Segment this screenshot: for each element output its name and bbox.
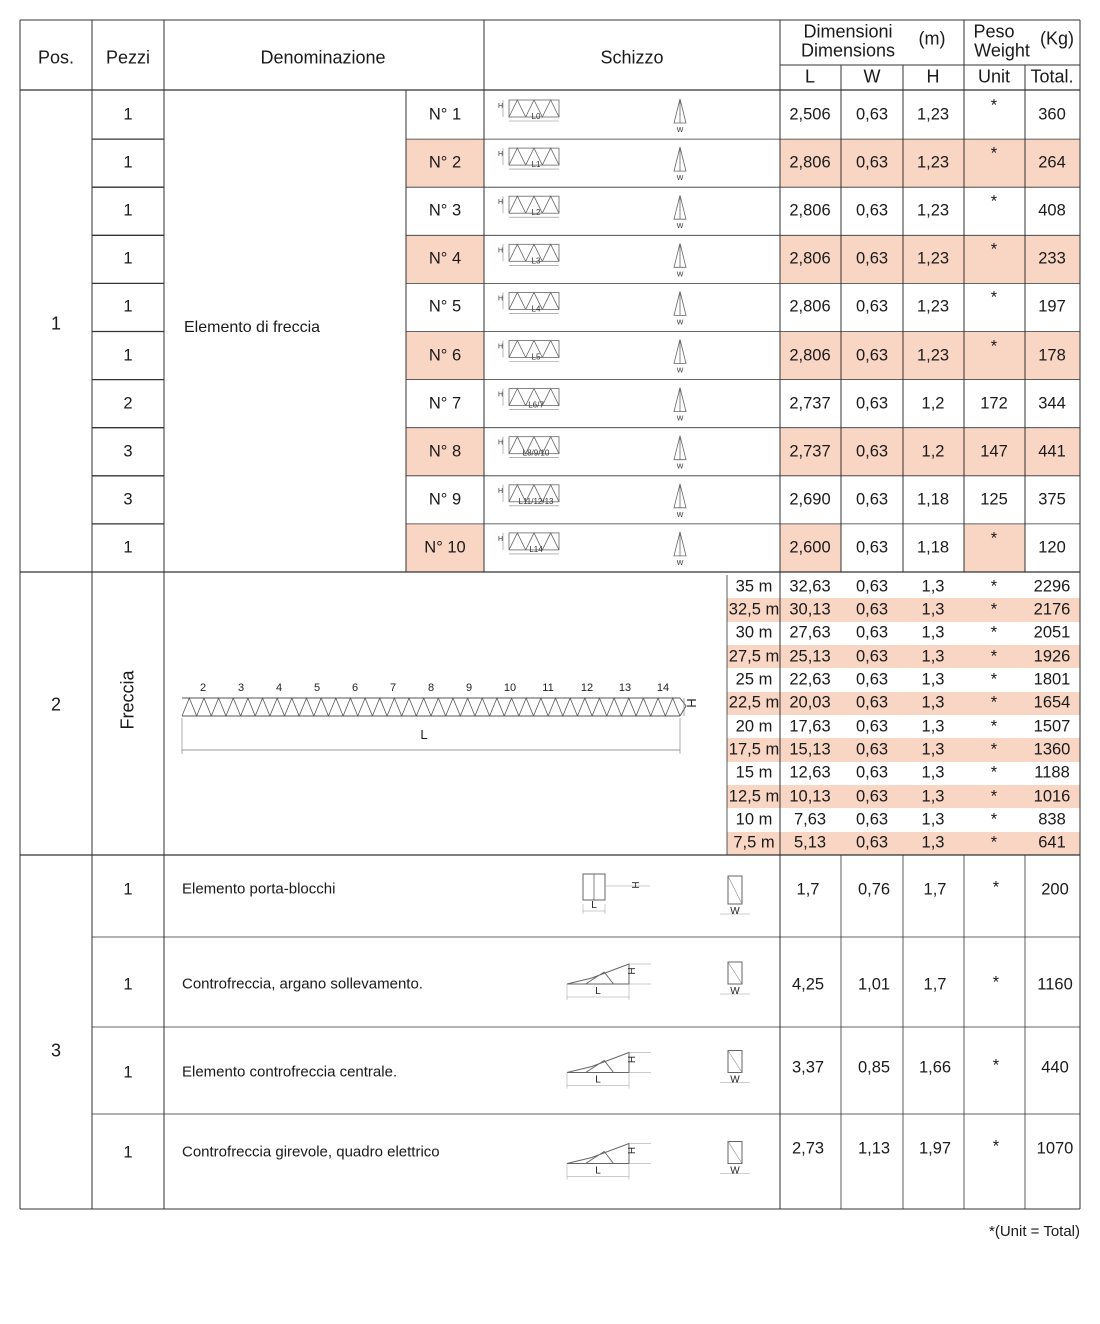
cell-total: 120 (1038, 538, 1066, 557)
cell-w: 1,13 (857, 1139, 891, 1158)
sketch-length-label: L11/12/13 (518, 496, 554, 506)
cell-unit: * (990, 144, 998, 163)
cell-unit: * (990, 787, 998, 806)
truss-element-sketch (498, 484, 686, 519)
cell-l: 20,03 (789, 693, 831, 712)
cell-total: 1360 (1033, 740, 1071, 759)
row-pezzi: 1 (123, 880, 133, 899)
boom-section-number: 3 (237, 682, 245, 694)
cell-l: 4,25 (791, 975, 825, 994)
cell-unit: * (992, 973, 1000, 992)
row-pezzi: 3 (123, 442, 133, 461)
cell-h: 1,2 (921, 394, 945, 413)
section2-name: Freccia (117, 670, 138, 730)
section3-pos: 3 (50, 1040, 62, 1061)
cell-total: 441 (1038, 442, 1066, 461)
cell-w: 0,63 (855, 442, 889, 461)
cell-unit: * (990, 670, 998, 689)
cell-total: 1801 (1033, 670, 1071, 689)
element-number: N° 8 (428, 442, 462, 461)
boom-length: 32,5 m (728, 600, 780, 619)
sketch-width-label: W (676, 511, 684, 519)
header-peso-unit: (Kg) (1039, 28, 1075, 49)
cell-total: 1654 (1033, 693, 1071, 712)
sketch-height-label: H (498, 487, 504, 495)
cell-l: 2,806 (789, 153, 831, 172)
sketch-length-label: L (591, 900, 597, 911)
cell-h: 1,3 (921, 787, 945, 806)
cell-h: 1,3 (921, 717, 945, 736)
cell-l: 12,63 (789, 763, 831, 782)
cell-h: 1,3 (921, 670, 945, 689)
cell-l: 2,690 (789, 490, 831, 509)
cell-w: 0,76 (857, 880, 891, 899)
sketch-height-label: H (498, 103, 504, 110)
sketch-stroke (567, 1144, 629, 1164)
boom-length-label: L (420, 727, 428, 742)
cell-l: 15,13 (789, 740, 831, 759)
boom-section-number: 10 (503, 682, 517, 694)
sketch-height-label: H (498, 343, 504, 351)
boom-length: 7,5 m (733, 833, 775, 852)
sketch-stroke (674, 532, 686, 556)
row-pezzi: 1 (123, 201, 133, 220)
cell-total: 264 (1038, 153, 1066, 172)
cell-unit: * (990, 647, 998, 666)
cell-unit: * (990, 600, 998, 619)
cell-w: 0,63 (855, 538, 889, 557)
truss-element-sketch (498, 388, 686, 423)
sketch-height-label: H (498, 391, 504, 399)
cell-w: 0,63 (855, 740, 889, 759)
cell-h: 1,66 (918, 1058, 952, 1077)
sketch-length-label: L4 (531, 304, 541, 314)
sketch-length-label: L1 (531, 160, 541, 170)
cell-h: 1,23 (916, 346, 950, 365)
cell-unit: 147 (980, 442, 1008, 461)
cell-unit: * (990, 693, 998, 712)
boom-length: 12,5 m (728, 787, 780, 806)
cell-h: 1,3 (921, 693, 945, 712)
cell-unit: * (990, 833, 998, 852)
cell-h: 1,18 (916, 490, 950, 509)
row-pezzi: 3 (123, 490, 133, 509)
sketch-stroke (182, 698, 680, 716)
cell-h: 1,2 (921, 442, 945, 461)
header-pezzi: Pezzi (105, 47, 151, 68)
truss-element-sketch (498, 243, 686, 278)
header-col-h: H (926, 66, 940, 87)
boom-length: 35 m (735, 577, 773, 596)
cell-w: 0,63 (855, 763, 889, 782)
cell-unit: * (990, 717, 998, 736)
sketch-width-label: W (676, 463, 684, 471)
element-number: N° 2 (428, 153, 462, 172)
boom-sketch (182, 682, 699, 754)
boom-section-number: 5 (313, 682, 321, 694)
cell-total: 440 (1041, 1058, 1069, 1077)
sketch-width-label: W (676, 559, 684, 567)
sketch-stroke (728, 876, 742, 904)
row-pezzi: 1 (123, 105, 133, 124)
sketch-stroke (728, 1142, 742, 1164)
cell-unit: * (990, 763, 998, 782)
cell-unit: * (990, 740, 998, 759)
cell-unit: * (990, 577, 998, 596)
cell-unit: 172 (980, 394, 1008, 413)
section1-name: Elemento di freccia (184, 319, 321, 336)
component-sketch (567, 1051, 750, 1089)
cell-unit: * (992, 878, 1000, 897)
sketch-stroke (567, 1053, 629, 1073)
truss-element-sketch (498, 195, 686, 230)
row-pezzi: 1 (123, 1143, 133, 1162)
cell-total: 178 (1038, 346, 1066, 365)
cell-w: 0,63 (855, 249, 889, 268)
cell-l: 32,63 (789, 577, 831, 596)
cell-w: 0,63 (855, 297, 889, 316)
cell-l: 30,13 (789, 600, 831, 619)
cell-h: 1,3 (921, 810, 945, 829)
cell-l: 17,63 (789, 717, 831, 736)
cell-w: 0,63 (855, 693, 889, 712)
cell-w: 0,63 (855, 787, 889, 806)
cell-w: 0,63 (855, 670, 889, 689)
sketch-length-label: L6/7 (528, 400, 544, 410)
cell-l: 10,13 (789, 787, 831, 806)
sketch-length-label: L3 (531, 256, 541, 266)
sketch-length-label: L0 (531, 112, 541, 121)
sketch-stroke (567, 964, 629, 984)
sketch-stroke (674, 291, 686, 315)
sketch-width-label: W (676, 415, 684, 423)
boom-length: 20 m (735, 717, 773, 736)
truss-element-sketch (498, 291, 686, 326)
row-pezzi: 1 (123, 249, 133, 268)
sketch-width-label: W (676, 175, 684, 183)
cell-unit: * (990, 192, 998, 211)
sketch-length-label: L8/9/10 (522, 448, 550, 458)
cell-unit: * (992, 1137, 1000, 1156)
cell-l: 25,13 (789, 647, 831, 666)
sketch-stroke (674, 195, 686, 219)
sketch-width-label: W (676, 223, 684, 231)
row-pezzi: 1 (123, 297, 133, 316)
cell-w: 0,63 (855, 647, 889, 666)
boom-length: 25 m (735, 670, 773, 689)
cell-l: 3,37 (791, 1058, 825, 1077)
cell-total: 1070 (1036, 1139, 1074, 1158)
cell-total: 2296 (1033, 577, 1071, 596)
cell-w: 0,63 (855, 577, 889, 596)
sketch-length-label: L (595, 1165, 601, 1177)
cell-h: 1,97 (918, 1139, 952, 1158)
cell-total: 1160 (1037, 975, 1073, 994)
cell-h: 1,23 (916, 105, 950, 124)
component-sketch (567, 1142, 750, 1180)
cell-unit: * (990, 810, 998, 829)
cell-total: 641 (1038, 833, 1066, 852)
cell-l: 2,737 (789, 394, 831, 413)
cell-total: 2176 (1033, 600, 1071, 619)
sketch-stroke (674, 436, 686, 460)
element-number: N° 7 (428, 394, 462, 413)
header-col-w: W (863, 66, 881, 87)
section1-pos: 1 (50, 313, 62, 334)
cell-w: 0,63 (855, 346, 889, 365)
cell-h: 1,23 (916, 249, 950, 268)
component-sketch (583, 874, 750, 917)
header-col-unit: Unit (977, 66, 1011, 87)
cell-w: 0,63 (855, 153, 889, 172)
cell-h: 1,23 (916, 297, 950, 316)
header-denominazione: Denominazione (260, 47, 386, 68)
sketch-height-label: H (631, 881, 642, 889)
header-dimensioni: Dimensioni (803, 21, 893, 42)
cell-l: 2,506 (789, 105, 831, 124)
cell-w: 0,63 (855, 105, 889, 124)
cell-total: 408 (1038, 201, 1066, 220)
boom-section-number: 14 (656, 682, 670, 694)
sketch-height-label: H (627, 1146, 638, 1155)
cell-h: 1,3 (921, 623, 945, 642)
cell-h: 1,23 (916, 201, 950, 220)
cell-unit: * (990, 529, 998, 548)
boom-length: 30 m (735, 623, 773, 642)
cell-w: 0,63 (855, 717, 889, 736)
sketch-width-label: W (730, 1165, 740, 1177)
header-dimensions: Dimensions (800, 40, 896, 61)
cell-h: 1,7 (923, 880, 947, 899)
cell-w: 1,01 (857, 975, 891, 994)
cell-h: 1,3 (921, 740, 945, 759)
sketch-height-label: H (498, 535, 504, 543)
cell-total: 838 (1038, 810, 1066, 829)
sketch-height-label: H (498, 151, 504, 159)
sketch-width-label: W (676, 127, 684, 134)
sketch-height-label: H (498, 295, 504, 303)
boom-section-number: 13 (618, 682, 632, 694)
cell-unit: * (992, 1056, 1000, 1075)
row-pezzi: 1 (123, 975, 133, 994)
element-number: N° 9 (428, 490, 462, 509)
cell-h: 1,3 (921, 763, 945, 782)
cell-unit: * (990, 337, 998, 356)
cell-w: 0,63 (855, 490, 889, 509)
cell-w: 0,63 (855, 833, 889, 852)
boom-section-number: 11 (542, 682, 554, 694)
cell-total: 200 (1041, 880, 1069, 899)
boom-section-number: 4 (275, 682, 283, 694)
header-peso: Peso (973, 21, 1015, 42)
cell-l: 2,600 (789, 538, 831, 557)
sketch-stroke (728, 1051, 742, 1073)
cell-w: 0,63 (855, 600, 889, 619)
component-name: Elemento controfreccia centrale. (182, 1063, 398, 1081)
sketch-width-label: W (676, 319, 684, 327)
cell-l: 2,806 (789, 297, 831, 316)
component-name: Controfreccia, argano sollevamento. (182, 975, 423, 993)
cell-l: 2,806 (789, 201, 831, 220)
truss-element-sketch (498, 147, 686, 182)
cell-h: 1,23 (916, 153, 950, 172)
sketch-stroke (674, 243, 686, 267)
sketch-width-label: W (730, 906, 740, 917)
boom-section-number: 6 (351, 682, 359, 694)
element-number: N° 6 (428, 346, 462, 365)
boom-length: 17,5 m (728, 740, 780, 759)
cell-l: 2,73 (791, 1139, 825, 1158)
cell-w: 0,63 (855, 623, 889, 642)
cell-unit: * (990, 240, 998, 259)
cell-total: 1188 (1034, 763, 1070, 782)
cell-l: 2,806 (789, 249, 831, 268)
boom-length: 22,5 m (728, 693, 780, 712)
section2-pos: 2 (50, 694, 62, 715)
boom-length: 15 m (735, 763, 773, 782)
sketch-stroke (674, 484, 686, 508)
boom-section-number: 2 (199, 682, 207, 694)
footnote: *(Unit = Total) (988, 1223, 1080, 1240)
row-pezzi: 2 (123, 394, 133, 413)
cell-l: 7,63 (793, 810, 827, 829)
cell-l: 1,7 (796, 880, 820, 899)
header-weight: Weight (974, 40, 1030, 61)
element-number: N° 4 (428, 249, 462, 268)
boom-section-number: 8 (427, 682, 435, 694)
element-number: N° 1 (428, 105, 462, 124)
boom-length: 27,5 m (728, 647, 780, 666)
element-number: N° 5 (428, 297, 462, 316)
cell-unit: * (990, 288, 998, 307)
boom-section-number: 12 (580, 682, 594, 694)
sketch-height-label: H (627, 1055, 638, 1064)
boom-length: 10 m (735, 810, 773, 829)
header-dim-unit: (m) (918, 28, 946, 49)
sketch-height-label: H (627, 967, 638, 975)
truss-element-sketch (498, 436, 686, 471)
cell-unit: * (990, 623, 998, 642)
sketch-stroke (728, 962, 742, 984)
element-number: N° 10 (424, 538, 466, 557)
sketch-length-label: L (595, 1074, 601, 1086)
cell-unit: 125 (980, 490, 1008, 509)
cell-total: 2051 (1033, 623, 1071, 642)
cell-h: 1,18 (916, 538, 950, 557)
sketch-stroke (674, 340, 686, 364)
boom-height-label: H (684, 698, 699, 708)
component-name: Controfreccia girevole, quadro elettrico (182, 1143, 440, 1161)
header-pos: Pos. (37, 47, 75, 68)
cell-h: 1,7 (923, 975, 947, 994)
cell-w: 0,63 (855, 810, 889, 829)
truss-element-sketch (498, 340, 686, 375)
cell-total: 375 (1038, 490, 1066, 509)
cell-l: 27,63 (789, 623, 831, 642)
row-pezzi: 1 (123, 346, 133, 365)
cell-total: 1016 (1033, 787, 1071, 806)
boom-section-number: 9 (465, 682, 473, 694)
sketch-height-label: H (498, 439, 504, 447)
cell-h: 1,3 (921, 647, 945, 666)
sketch-length-label: L14 (529, 544, 543, 554)
cell-l: 22,63 (789, 670, 831, 689)
sketch-length-label: L (595, 986, 601, 997)
cell-l: 5,13 (793, 833, 827, 852)
sketch-width-label: W (730, 986, 740, 997)
cell-total: 360 (1038, 105, 1066, 124)
cell-l: 2,737 (789, 442, 831, 461)
sketch-length-label: L2 (531, 208, 541, 218)
row-pezzi: 1 (123, 538, 133, 557)
cell-unit: * (990, 96, 998, 115)
sketch-stroke (674, 147, 686, 171)
cell-h: 1,3 (921, 833, 945, 852)
cell-w: 0,63 (855, 201, 889, 220)
sketch-length-label: L5 (531, 352, 541, 362)
truss-element-sketch (498, 99, 686, 134)
cell-w: 0,85 (857, 1058, 891, 1077)
sketch-width-label: W (730, 1074, 740, 1086)
cell-total: 233 (1038, 249, 1066, 268)
cell-total: 344 (1038, 394, 1066, 413)
sketch-width-label: W (676, 367, 684, 375)
header-schizzo: Schizzo (600, 47, 664, 68)
cell-l: 2,806 (789, 346, 831, 365)
header-col-total: Total. (1030, 66, 1074, 87)
component-name: Elemento porta-blocchi (182, 880, 336, 898)
sketch-stroke (674, 99, 686, 123)
sketch-width-label: W (676, 271, 684, 279)
row-pezzi: 1 (123, 153, 133, 172)
cell-h: 1,3 (921, 600, 945, 619)
component-sketch (567, 962, 750, 1000)
cell-total: 1926 (1033, 647, 1071, 666)
cell-h: 1,3 (921, 577, 945, 596)
element-number: N° 3 (428, 201, 462, 220)
sketch-height-label: H (498, 247, 504, 255)
cell-total: 197 (1038, 297, 1066, 316)
header-col-l: L (804, 66, 816, 87)
boom-section-number: 7 (389, 682, 397, 694)
sketch-height-label: H (498, 199, 504, 207)
cell-w: 0,63 (855, 394, 889, 413)
truss-element-sketch (498, 532, 686, 567)
sketch-stroke (674, 388, 686, 412)
row-pezzi: 1 (123, 1063, 133, 1082)
cell-total: 1507 (1033, 717, 1071, 736)
